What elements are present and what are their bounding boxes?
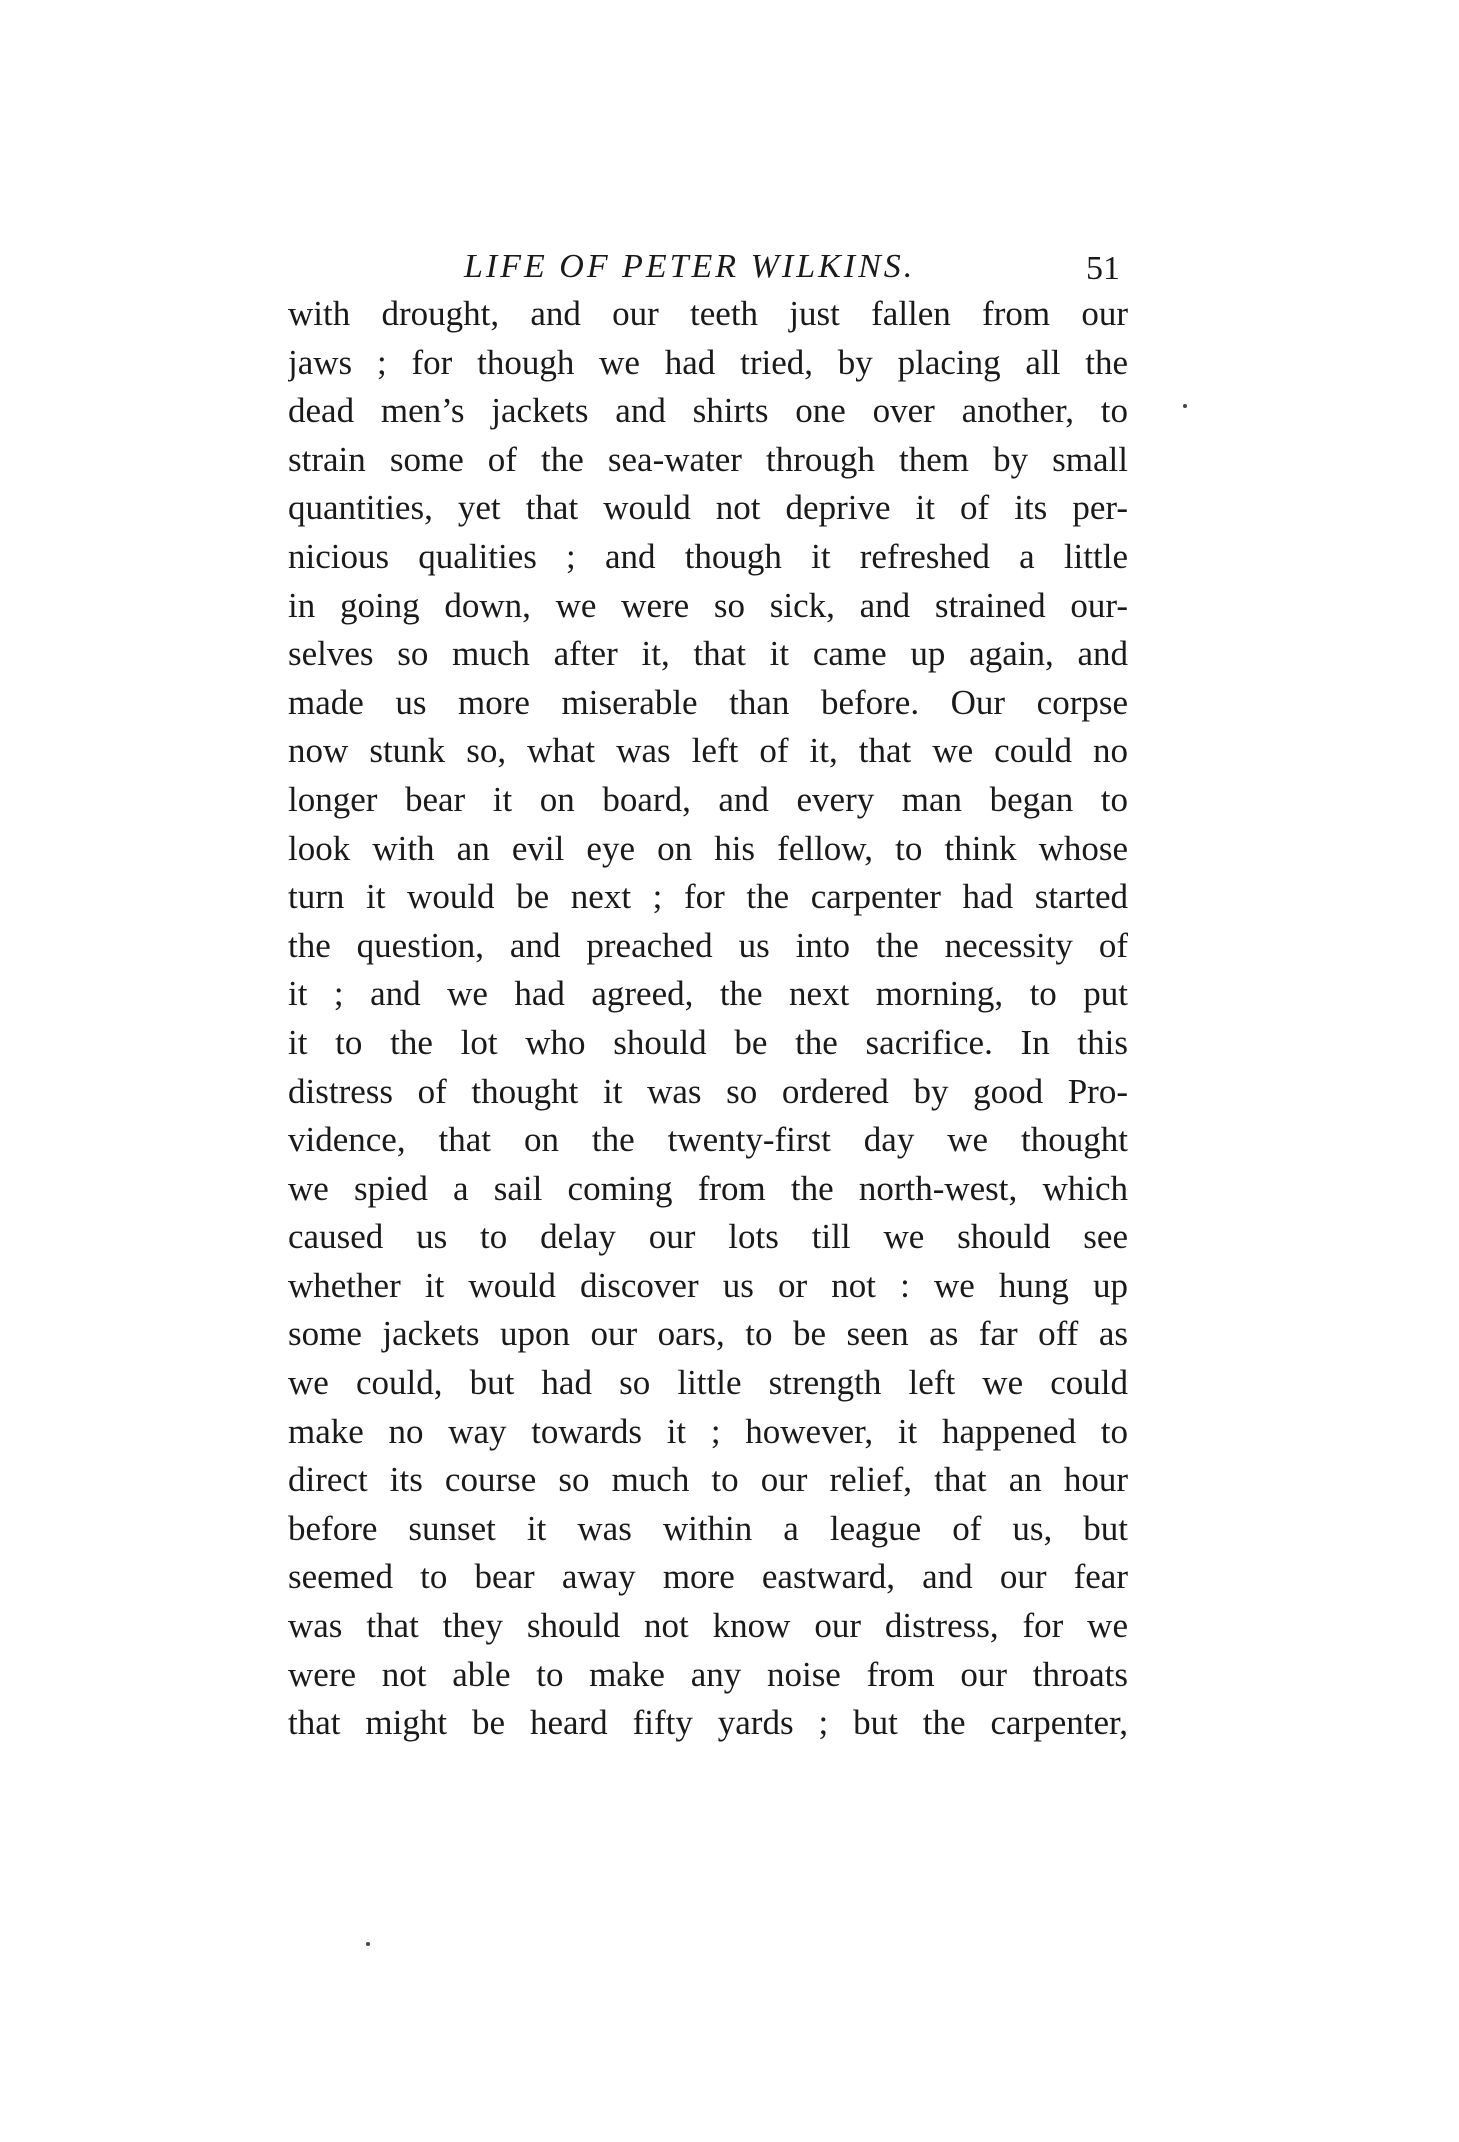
running-head (288, 248, 1128, 292)
text-line: vidence, that on the twenty-first day we thought (288, 1120, 1128, 1160)
text-line: that might be heard fifty yards ; but the carpenter, (288, 1703, 1128, 1743)
text-line: some jackets upon our oars, to be seen as far off as (288, 1314, 1128, 1354)
text-line: direct its course so much to our relief, that an hour (288, 1460, 1128, 1500)
text-line: made us more miserable than before. Our corpse (288, 682, 1128, 722)
text-line: we spied a sail coming from the north-west, which (288, 1168, 1128, 1208)
text-line: turn it would be next ; for the carpenter had started (288, 877, 1128, 917)
text-line: it ; and we had agreed, the next morning, to put (288, 974, 1128, 1014)
text-line: in going down, we were so sick, and strained our- (288, 585, 1128, 625)
text-line: quantities, yet that would not deprive it of its per- (288, 488, 1128, 528)
text-line: now stunk so, what was left of it, that we could no (288, 731, 1128, 771)
text-line: the question, and preached us into the necessity of (288, 925, 1128, 965)
text-line: was that they should not know our distress, for we (288, 1606, 1128, 1646)
text-line: make no way towards it ; however, it happened to (288, 1411, 1128, 1451)
text-line: whether it would discover us or not : we hung up (288, 1265, 1128, 1305)
text-line: were not able to make any noise from our throats (288, 1654, 1128, 1694)
text-line: selves so much after it, that it came up again, and (288, 634, 1128, 674)
text-line: we could, but had so little strength left we could (288, 1363, 1128, 1403)
text-line: it to the lot who should be the sacrifice. In this (288, 1022, 1128, 1062)
running-title: LIFE OF PETER WILKINS. (464, 248, 916, 285)
text-line: look with an evil eye on his fellow, to think whose (288, 828, 1128, 868)
paper-speck (366, 1942, 370, 1946)
text-line: distress of thought it was so ordered by good Pro- (288, 1071, 1128, 1111)
text-line: with drought, and our teeth just fallen from our (288, 294, 1128, 333)
text-line: seemed to bear away more eastward, and our fear (288, 1557, 1128, 1597)
text-line: jaws ; for though we had tried, by placing all the (288, 342, 1128, 382)
paper-speck (1183, 404, 1187, 408)
text-line: dead men’s jackets and shirts one over another, to (288, 391, 1128, 431)
text-line: longer bear it on board, and every man began to (288, 779, 1128, 819)
text-line: caused us to delay our lots till we should see (288, 1217, 1128, 1257)
page-number: 51 (1086, 250, 1120, 287)
text-line: nicious qualities ; and though it refreshed a little (288, 536, 1128, 576)
text-line: strain some of the sea-water through them by small (288, 439, 1128, 479)
body-text (288, 290, 1128, 1748)
text-line: before sunset it was within a league of us, but (288, 1508, 1128, 1548)
